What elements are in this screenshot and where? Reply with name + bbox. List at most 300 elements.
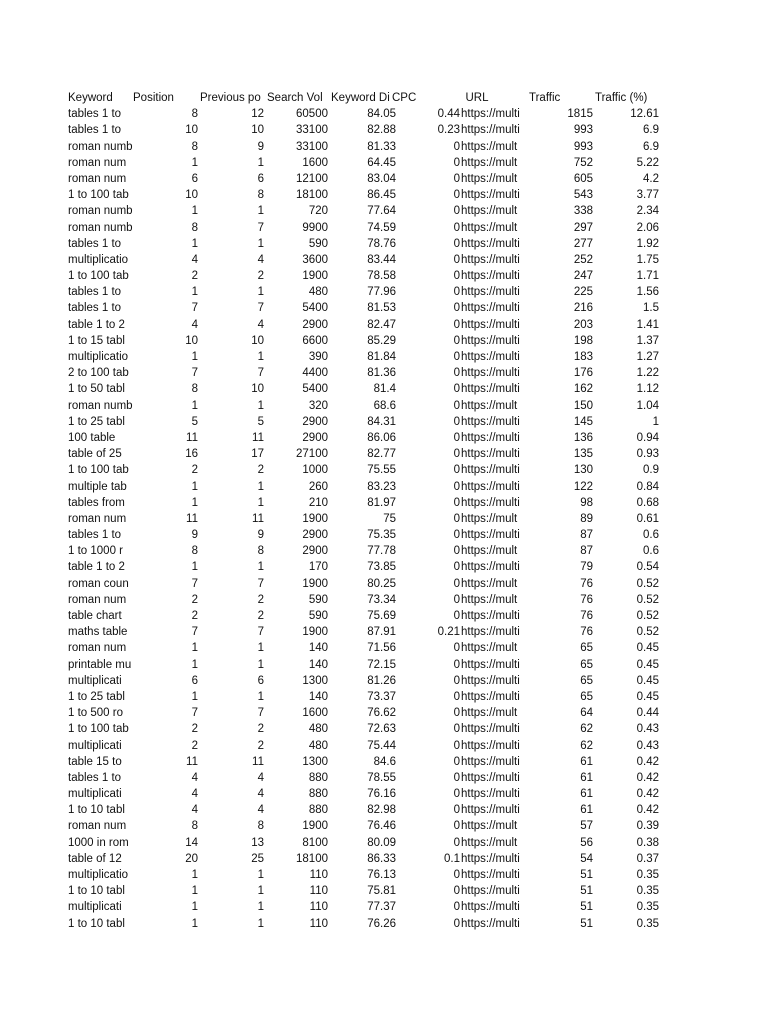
cell-previous-position: 7	[257, 221, 264, 234]
cell-position: 7	[191, 302, 198, 315]
cell-keyword: 1 to 10 tabl	[68, 885, 125, 898]
cell-traffic: 98	[580, 496, 593, 509]
cell-keyword-difficulty: 76.46	[367, 820, 396, 833]
cell-cpc: 0	[453, 156, 460, 169]
spreadsheet-table	[0, 90, 768, 932]
table-row	[0, 381, 768, 397]
cell-previous-position: 4	[257, 253, 264, 266]
cell-search-volume: 260	[308, 480, 328, 493]
table-row	[0, 446, 768, 462]
cell-traffic: 54	[580, 852, 593, 865]
cell-position: 1	[191, 561, 198, 574]
cell-url: https://multi	[461, 124, 520, 137]
cell-keyword: 1 to 25 tabl	[68, 690, 125, 703]
cell-previous-position: 4	[257, 318, 264, 331]
cell-traffic-percent: 0.42	[636, 804, 659, 817]
cell-keyword-difficulty: 75	[383, 512, 396, 525]
cell-traffic-percent: 0.9	[643, 464, 659, 477]
cell-traffic: 56	[580, 836, 593, 849]
header-traffic: Traffic	[529, 92, 561, 104]
cell-position: 1	[191, 480, 198, 493]
cell-keyword: roman coun	[68, 577, 129, 590]
cell-keyword: tables 1 to	[68, 286, 122, 299]
cell-url: https://mult	[461, 172, 518, 185]
cell-url: https://multi	[461, 286, 520, 299]
cell-keyword: tables from	[68, 496, 125, 509]
cell-cpc: 0.1	[444, 852, 460, 865]
header-url: URL	[465, 92, 489, 104]
table-row	[0, 770, 768, 786]
cell-cpc: 0	[453, 593, 460, 606]
table-row	[0, 721, 768, 737]
cell-search-volume: 3600	[302, 253, 328, 266]
cell-keyword: multiplicatio	[68, 253, 129, 266]
cell-cpc: 0	[453, 658, 460, 671]
cell-keyword-difficulty: 77.96	[367, 286, 396, 299]
cell-traffic-percent: 0.35	[636, 885, 659, 898]
cell-traffic-percent: 0.68	[636, 496, 659, 509]
cell-url: https://multi	[461, 610, 520, 622]
cell-traffic: 198	[573, 334, 593, 347]
cell-cpc: 0	[453, 302, 460, 315]
cell-url: https://multi	[461, 674, 520, 687]
cell-previous-position: 4	[257, 804, 264, 817]
cell-keyword: table of 12	[68, 852, 122, 865]
cell-cpc: 0	[453, 270, 460, 283]
table-row	[0, 592, 768, 608]
cell-traffic: 64	[580, 707, 593, 720]
cell-keyword-difficulty: 76.62	[367, 707, 396, 720]
table-row	[0, 527, 768, 543]
cell-url: https://multi	[461, 253, 520, 266]
header-position: Position	[133, 92, 174, 104]
cell-cpc: 0	[453, 674, 460, 687]
cell-keyword: multiplicati	[68, 901, 122, 914]
cell-previous-position: 8	[257, 545, 264, 558]
cell-cpc: 0	[453, 577, 460, 590]
cell-keyword-difficulty: 73.85	[367, 561, 396, 574]
cell-traffic: 61	[580, 755, 593, 768]
cell-traffic: 61	[580, 804, 593, 817]
cell-traffic: 65	[580, 642, 593, 655]
cell-previous-position: 11	[252, 512, 264, 525]
cell-keyword: roman numb	[68, 205, 133, 218]
cell-keyword: multiplicati	[68, 739, 122, 752]
cell-search-volume: 4400	[302, 367, 328, 380]
cell-cpc: 0	[453, 237, 460, 250]
cell-position: 1	[191, 658, 198, 671]
cell-cpc: 0	[453, 545, 460, 558]
cell-keyword-difficulty: 81.36	[367, 367, 396, 380]
cell-traffic-percent: 0.52	[636, 626, 659, 639]
cell-previous-position: 6	[257, 674, 264, 687]
cell-position: 7	[191, 626, 198, 639]
cell-keyword: 1 to 100 tab	[68, 723, 129, 736]
table-row	[0, 365, 768, 381]
cell-keyword-difficulty: 76.16	[367, 788, 396, 801]
header-traffic-percent: Traffic (%)	[595, 92, 648, 104]
cell-position: 10	[185, 334, 198, 347]
cell-keyword-difficulty: 77.64	[367, 205, 396, 218]
cell-search-volume: 1600	[302, 156, 328, 169]
cell-previous-position: 1	[257, 885, 264, 898]
cell-previous-position: 1	[257, 901, 264, 914]
cell-search-volume: 5400	[302, 302, 328, 315]
cell-position: 10	[185, 124, 198, 137]
cell-keyword: printable mu	[68, 658, 132, 671]
cell-cpc: 0	[453, 496, 460, 509]
cell-position: 4	[191, 253, 198, 266]
cell-previous-position: 17	[251, 448, 264, 461]
table-row	[0, 414, 768, 430]
cell-traffic: 247	[573, 270, 593, 283]
cell-url: https://multi	[461, 367, 520, 380]
cell-traffic-percent: 1.37	[636, 334, 659, 347]
cell-previous-position: 4	[257, 788, 264, 801]
cell-traffic-percent: 0.35	[636, 917, 659, 930]
table-body	[0, 106, 768, 932]
cell-keyword: roman num	[68, 593, 127, 606]
cell-position: 1	[191, 286, 198, 299]
cell-keyword: 2 to 100 tab	[68, 367, 129, 380]
cell-previous-position: 2	[257, 464, 264, 477]
cell-position: 4	[191, 771, 198, 784]
cell-cpc: 0	[453, 804, 460, 817]
cell-traffic: 135	[573, 448, 593, 461]
cell-keyword: tables 1 to	[68, 771, 122, 784]
cell-position: 2	[191, 723, 198, 736]
cell-url: https://multi	[461, 431, 520, 444]
cell-traffic: 61	[580, 788, 593, 801]
cell-position: 1	[191, 399, 198, 412]
cell-traffic-percent: 0.42	[636, 771, 659, 784]
table-row	[0, 284, 768, 300]
cell-traffic-percent: 0.37	[636, 852, 659, 865]
cell-traffic-percent: 1.12	[636, 383, 659, 396]
cell-traffic: 543	[573, 189, 593, 202]
cell-previous-position: 25	[251, 852, 264, 865]
cell-position: 6	[191, 674, 198, 687]
cell-cpc: 0.44	[437, 108, 460, 121]
table-row	[0, 511, 768, 527]
cell-keyword: roman num	[68, 512, 127, 525]
cell-search-volume: 880	[308, 804, 328, 817]
cell-keyword: roman num	[68, 820, 127, 833]
cell-traffic-percent: 0.52	[636, 593, 659, 606]
table-row	[0, 252, 768, 268]
cell-keyword-difficulty: 84.05	[367, 108, 396, 121]
cell-previous-position: 1	[257, 237, 264, 250]
table-row	[0, 349, 768, 365]
cell-url: https://multi	[461, 658, 520, 671]
cell-previous-position: 7	[257, 626, 264, 639]
cell-previous-position: 1	[257, 658, 264, 671]
cell-keyword-difficulty: 81.84	[367, 351, 396, 363]
cell-previous-position: 1	[257, 480, 264, 493]
cell-cpc: 0	[453, 221, 460, 234]
table-row	[0, 657, 768, 673]
cell-traffic: 76	[580, 626, 593, 639]
cell-keyword-difficulty: 82.47	[367, 318, 396, 331]
cell-position: 4	[191, 804, 198, 817]
cell-previous-position: 1	[257, 156, 264, 169]
cell-keyword: table of 25	[68, 448, 122, 461]
cell-traffic: 176	[573, 367, 593, 380]
table-row	[0, 236, 768, 252]
table-row	[0, 867, 768, 883]
cell-traffic: 183	[573, 351, 593, 363]
cell-traffic: 87	[580, 529, 593, 542]
cell-previous-position: 1	[257, 205, 264, 218]
cell-traffic-percent: 1.56	[636, 286, 659, 299]
cell-keyword-difficulty: 80.09	[367, 836, 396, 849]
cell-keyword-difficulty: 73.34	[367, 593, 396, 606]
cell-search-volume: 210	[308, 496, 328, 509]
cell-search-volume: 1300	[302, 674, 328, 687]
cell-search-volume: 480	[308, 739, 328, 752]
cell-search-volume: 27100	[296, 448, 328, 461]
cell-traffic: 65	[580, 658, 593, 671]
cell-position: 14	[185, 836, 198, 849]
cell-position: 11	[186, 755, 198, 768]
cell-traffic-percent: 0.84	[636, 480, 659, 493]
cell-position: 1	[191, 351, 198, 363]
cell-traffic: 145	[573, 415, 593, 428]
table-row	[0, 559, 768, 575]
cell-previous-position: 11	[252, 431, 264, 444]
cell-url: https://multi	[461, 448, 520, 461]
cell-traffic-percent: 1.5	[643, 302, 659, 315]
cell-keyword: multiplicati	[68, 674, 122, 687]
table-row	[0, 916, 768, 932]
cell-url: https://mult	[461, 577, 518, 590]
cell-position: 2	[191, 610, 198, 622]
cell-position: 2	[191, 739, 198, 752]
cell-previous-position: 1	[257, 561, 264, 574]
cell-url: https://mult	[461, 399, 518, 412]
cell-keyword: 1 to 100 tab	[68, 464, 129, 477]
cell-position: 4	[191, 788, 198, 801]
cell-keyword-difficulty: 68.6	[373, 399, 396, 412]
cell-traffic-percent: 0.45	[636, 658, 659, 671]
cell-cpc: 0	[453, 788, 460, 801]
cell-keyword: 1 to 500 ro	[68, 707, 123, 720]
cell-search-volume: 880	[308, 788, 328, 801]
cell-traffic-percent: 5.22	[636, 156, 659, 169]
cell-traffic: 993	[573, 124, 593, 137]
cell-search-volume: 1600	[302, 707, 328, 720]
cell-previous-position: 1	[257, 869, 264, 881]
cell-url: https://multi	[461, 334, 520, 347]
cell-traffic-percent: 0.93	[636, 448, 659, 461]
cell-traffic: 162	[573, 383, 593, 396]
cell-position: 7	[191, 367, 198, 380]
cell-keyword: roman numb	[68, 140, 133, 153]
cell-search-volume: 8100	[302, 836, 328, 849]
cell-previous-position: 1	[257, 690, 264, 703]
cell-traffic-percent: 1.27	[636, 351, 659, 363]
cell-traffic-percent: 1.71	[636, 270, 659, 283]
cell-keyword: tables 1 to	[68, 237, 122, 250]
cell-search-volume: 2900	[302, 431, 328, 444]
table-row	[0, 300, 768, 316]
cell-traffic-percent: 0.52	[636, 577, 659, 590]
cell-keyword-difficulty: 75.44	[367, 739, 396, 752]
cell-cpc: 0	[453, 189, 460, 202]
table-row	[0, 624, 768, 640]
cell-url: https://multi	[461, 755, 520, 768]
cell-url: https://mult	[461, 545, 518, 558]
table-row	[0, 543, 768, 559]
cell-traffic: 225	[573, 286, 593, 299]
cell-position: 1	[191, 237, 198, 250]
cell-traffic-percent: 0.45	[636, 674, 659, 687]
cell-position: 16	[185, 448, 198, 461]
cell-search-volume: 480	[308, 723, 328, 736]
cell-cpc: 0	[453, 367, 460, 380]
cell-position: 2	[191, 270, 198, 283]
header-cpc: CPC	[392, 92, 417, 104]
cell-search-volume: 6600	[302, 334, 328, 347]
cell-keyword: roman num	[68, 156, 127, 169]
cell-url: https://multi	[461, 318, 520, 331]
cell-traffic: 76	[580, 593, 593, 606]
cell-previous-position: 5	[257, 415, 264, 428]
cell-search-volume: 480	[308, 286, 328, 299]
table-row	[0, 851, 768, 867]
cell-previous-position: 1	[257, 496, 264, 509]
table-row	[0, 754, 768, 770]
table-row	[0, 333, 768, 349]
cell-traffic-percent: 0.6	[643, 545, 659, 558]
cell-traffic: 338	[573, 205, 593, 218]
cell-search-volume: 110	[309, 917, 328, 930]
cell-cpc: 0	[453, 529, 460, 542]
header-row	[0, 90, 768, 106]
cell-keyword: maths table	[68, 626, 128, 639]
table-row	[0, 835, 768, 851]
cell-cpc: 0	[453, 286, 460, 299]
cell-position: 8	[191, 108, 198, 121]
cell-cpc: 0	[453, 448, 460, 461]
cell-search-volume: 60500	[296, 108, 328, 121]
cell-keyword: tables 1 to	[68, 302, 122, 315]
cell-previous-position: 1	[257, 399, 264, 412]
cell-keyword: table chart	[68, 610, 122, 622]
cell-traffic-percent: 0.42	[636, 788, 659, 801]
cell-keyword: roman num	[68, 172, 127, 185]
cell-previous-position: 9	[257, 140, 264, 153]
cell-traffic: 76	[580, 577, 593, 590]
cell-traffic: 752	[573, 156, 593, 169]
cell-search-volume: 33100	[296, 140, 328, 153]
cell-url: https://multi	[461, 771, 520, 784]
cell-keyword-difficulty: 75.35	[367, 529, 396, 542]
cell-keyword: tables 1 to	[68, 529, 122, 542]
table-row	[0, 317, 768, 333]
cell-search-volume: 590	[308, 610, 328, 622]
cell-traffic: 51	[580, 885, 593, 898]
cell-url: https://multi	[461, 869, 520, 881]
cell-search-volume: 1900	[302, 626, 328, 639]
cell-traffic-percent: 2.34	[636, 205, 659, 218]
cell-url: https://multi	[461, 480, 520, 493]
cell-traffic: 61	[580, 771, 593, 784]
cell-url: https://multi	[461, 739, 520, 752]
cell-search-volume: 1900	[302, 820, 328, 833]
cell-keyword-difficulty: 75.81	[367, 885, 396, 898]
cell-search-volume: 1000	[302, 464, 328, 477]
cell-keyword: 1 to 1000 r	[68, 545, 123, 558]
cell-url: https://mult	[461, 820, 518, 833]
cell-keyword-difficulty: 81.26	[367, 674, 396, 687]
cell-traffic: 57	[580, 820, 593, 833]
cell-url: https://mult	[461, 642, 518, 655]
cell-keyword-difficulty: 77.37	[367, 901, 396, 914]
cell-cpc: 0	[453, 820, 460, 833]
table-row	[0, 220, 768, 236]
cell-traffic: 203	[573, 318, 593, 331]
cell-position: 8	[191, 820, 198, 833]
table-row	[0, 640, 768, 656]
cell-cpc: 0	[453, 642, 460, 655]
cell-search-volume: 170	[308, 561, 328, 574]
cell-cpc: 0	[453, 885, 460, 898]
cell-search-volume: 590	[308, 237, 328, 250]
cell-url: https://multi	[461, 788, 520, 801]
cell-traffic-percent: 0.35	[636, 901, 659, 914]
cell-traffic: 65	[580, 674, 593, 687]
cell-cpc: 0	[453, 253, 460, 266]
cell-position: 11	[186, 512, 198, 525]
cell-traffic: 51	[580, 901, 593, 914]
cell-previous-position: 2	[257, 593, 264, 606]
cell-keyword: 1 to 100 tab	[68, 189, 129, 202]
cell-keyword-difficulty: 82.77	[367, 448, 396, 461]
cell-url: https://multi	[461, 189, 520, 202]
cell-previous-position: 7	[257, 707, 264, 720]
table-row	[0, 203, 768, 219]
cell-traffic-percent: 3.77	[636, 189, 659, 202]
cell-search-volume: 5400	[302, 383, 328, 396]
cell-keyword-difficulty: 86.45	[367, 189, 396, 202]
cell-traffic-percent: 0.45	[636, 690, 659, 703]
cell-traffic: 136	[573, 431, 593, 444]
cell-cpc: 0	[453, 383, 460, 396]
cell-url: https://multi	[461, 723, 520, 736]
cell-search-volume: 1300	[302, 755, 328, 768]
cell-keyword: 1 to 10 tabl	[68, 917, 125, 930]
cell-cpc: 0	[453, 140, 460, 153]
cell-traffic: 79	[580, 561, 593, 574]
cell-search-volume: 1900	[302, 577, 328, 590]
cell-position: 9	[191, 529, 198, 542]
cell-cpc: 0	[453, 723, 460, 736]
cell-keyword: 1 to 100 tab	[68, 270, 129, 283]
cell-search-volume: 1900	[302, 512, 328, 525]
cell-cpc: 0	[453, 836, 460, 849]
cell-traffic-percent: 6.9	[643, 124, 659, 137]
cell-keyword: multiplicatio	[68, 351, 129, 363]
cell-position: 1	[191, 205, 198, 218]
table-row	[0, 398, 768, 414]
cell-position: 1	[191, 869, 198, 881]
cell-url: https://multi	[461, 885, 520, 898]
cell-cpc: 0	[453, 771, 460, 784]
cell-search-volume: 18100	[296, 852, 328, 865]
cell-cpc: 0	[453, 334, 460, 347]
cell-search-volume: 720	[308, 205, 328, 218]
